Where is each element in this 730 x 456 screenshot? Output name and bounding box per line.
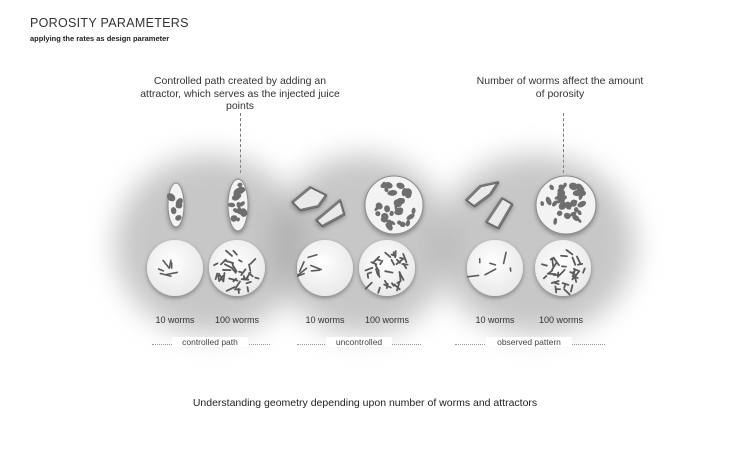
sample-label: 10 worms [155,315,195,325]
sample-label: 100 worms [214,315,259,325]
disc-body [535,240,591,296]
sample-disc [467,240,523,296]
worm-trace [242,279,249,280]
worm-trace [400,258,404,259]
worm-trace [575,278,576,282]
page-subtitle: applying the rates as design parameter [30,34,170,43]
figure-caption: Understanding geometry depending upon number of worms and attractors [192,397,538,409]
group-label: observed pattern [486,337,572,347]
group-glow [272,155,452,335]
worm-trace [564,284,565,287]
worms-annotation: Number of worms affect the amount of porosity [476,75,644,100]
blob-body [365,176,423,234]
sample-label: 10 worms [475,315,515,325]
group-label: controlled path [172,337,248,347]
observed-100-blob [536,176,596,234]
worm-trace [223,273,224,281]
sample-disc [297,240,353,296]
sample-label: 10 worms [305,315,345,325]
sample-disc [535,240,591,296]
worm-trace [561,256,567,257]
group-label: uncontrolled [326,337,392,347]
worm-trace [395,251,396,257]
worm-trace [247,287,248,291]
controlled-100-blob [228,179,248,231]
disc-body [297,240,353,296]
sample-disc [209,240,265,296]
page-title: POROSITY PARAMETERS [30,16,189,30]
worm-trace [552,258,553,266]
attractor-annotation: Controlled path created by adding an attractor, which serves as the injected juice points [140,75,340,112]
worm-trace [249,265,250,271]
worm-trace [232,263,233,266]
worm-trace [377,259,381,260]
worm-trace [368,272,371,273]
sample-label: 100 worms [538,315,583,325]
sample-label: 100 worms [364,315,409,325]
worm-trace [255,278,258,279]
sample-disc [147,240,203,296]
worm-trace [555,286,556,292]
worm-trace [311,270,319,271]
worm-trace [578,264,582,265]
worm-trace [387,284,388,288]
worm-trace [368,274,369,277]
group-glow [435,155,635,335]
disc-body [467,240,523,296]
sample-disc [359,240,415,296]
worm-trace [239,272,242,273]
uncontrolled-100-blob [365,176,423,234]
worm-trace [218,276,219,282]
disc-body [147,240,203,296]
